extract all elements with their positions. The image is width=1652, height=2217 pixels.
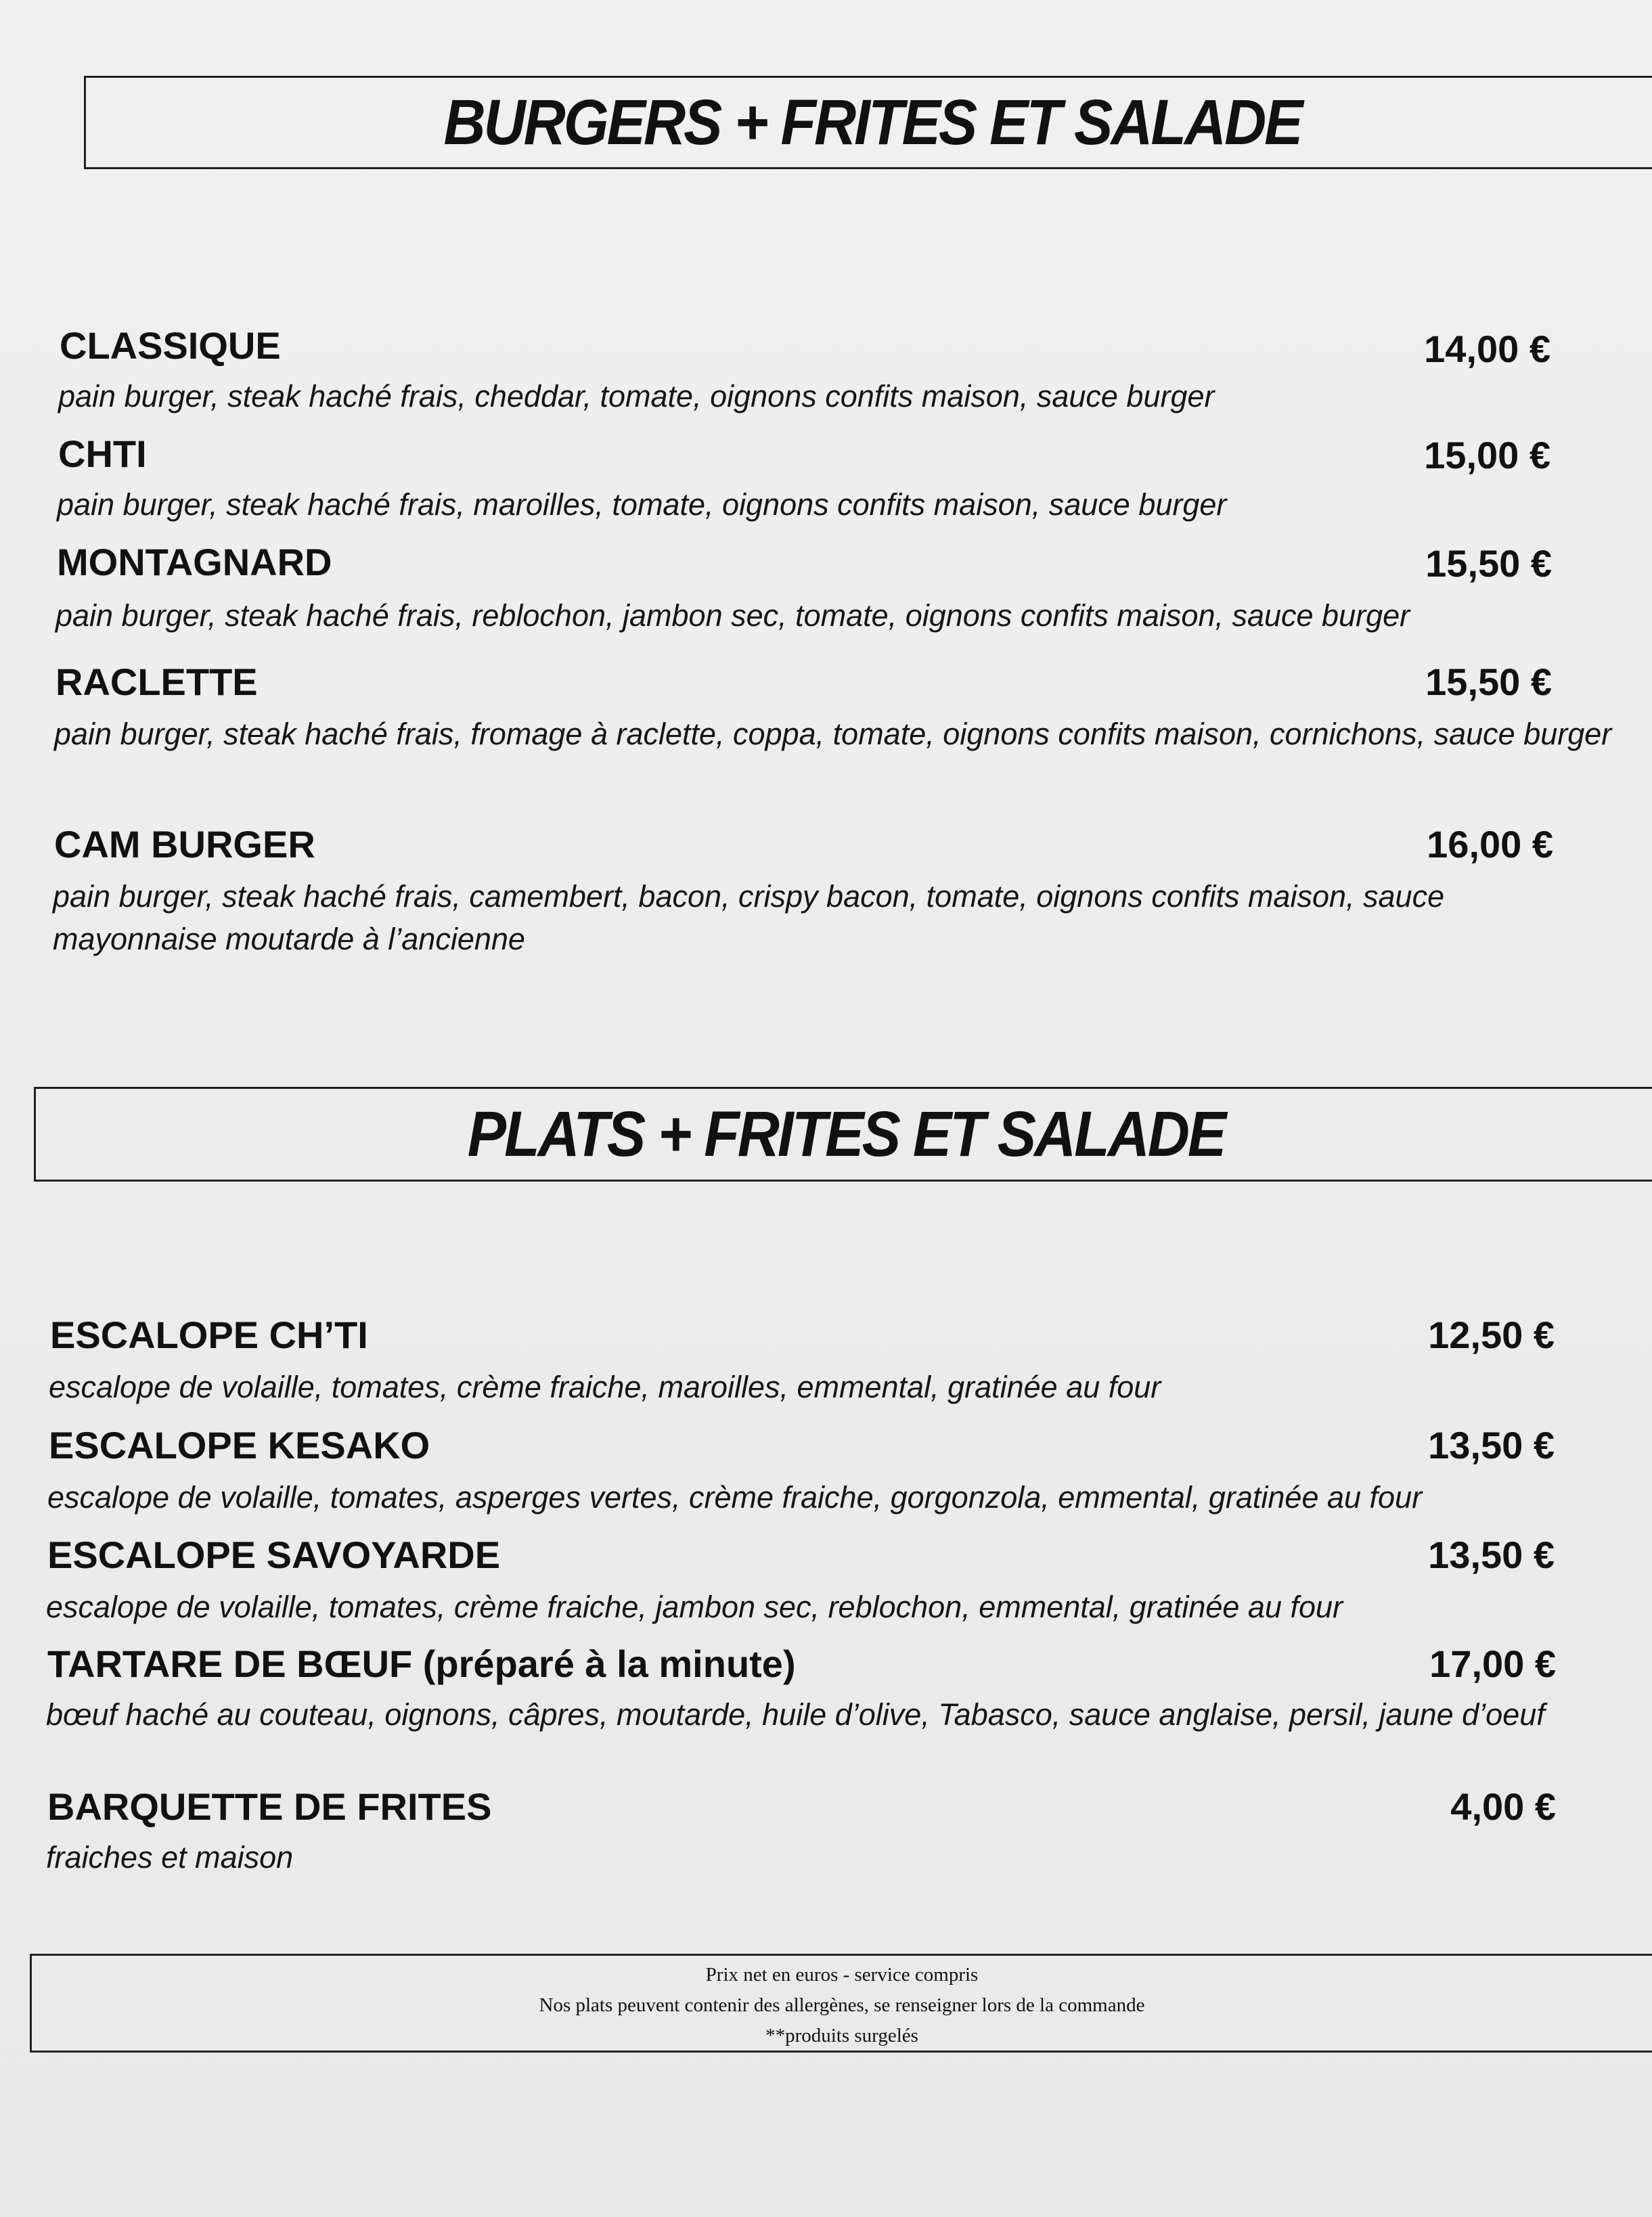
- item-price: 13,50 €: [1428, 1424, 1555, 1466]
- item-name: RACLETTE: [55, 660, 258, 703]
- item-description: fraiches et maison: [46, 1840, 294, 1875]
- item-description: escalope de volaille, tomates, asperges vertes, crème fraiche, gorgonzola, emmental, gratinée au four: [47, 1480, 1423, 1515]
- section-header-plats: [34, 1087, 1652, 1182]
- item-price: 13,50 €: [1428, 1533, 1555, 1576]
- footer-notice: [30, 1954, 1652, 2053]
- item-price: 4,00 €: [1450, 1785, 1556, 1828]
- item-name: MONTAGNARD: [57, 541, 332, 583]
- item-name: ESCALOPE KESAKO: [49, 1424, 430, 1466]
- item-price: 16,00 €: [1427, 823, 1553, 866]
- item-description: escalope de volaille, tomates, crème fraiche, maroilles, emmental, gratinée au four: [49, 1370, 1161, 1404]
- item-description: bœuf haché au couteau, oignons, câpres, moutarde, huile d’olive, Tabasco, sauce anglaise, persil, jaune d’oeuf: [46, 1697, 1545, 1732]
- item-name: CHTI: [58, 432, 147, 475]
- item-name: CLASSIQUE: [60, 324, 281, 367]
- item-name: ESCALOPE SAVOYARDE: [47, 1533, 501, 1576]
- item-description: escalope de volaille, tomates, crème fraiche, jambon sec, reblochon, emmental, gratinée au four: [46, 1590, 1343, 1624]
- section-header-burgers: [84, 76, 1652, 169]
- section-title: PLATS + FRITES ET SALADE: [467, 1098, 1225, 1170]
- item-description: pain burger, steak haché frais, maroilles, tomate, oignons confits maison, sauce burger: [57, 487, 1227, 522]
- item-description: pain burger, steak haché frais, reblochon, jambon sec, tomate, oignons confits maison, sauce burger: [55, 598, 1410, 633]
- footer-frozen-note: **produits surgelés: [765, 2025, 918, 2046]
- footer-allergen-note: Nos plats peuvent contenir des allergènes, se renseigner lors de la commande: [539, 1994, 1145, 2016]
- item-price: 12,50 €: [1428, 1314, 1555, 1356]
- item-name: TARTARE DE BŒUF (préparé à la minute): [47, 1642, 796, 1685]
- item-description: pain burger, steak haché frais, camembert, bacon, crispy bacon, tomate, oignons confits maison, sauce mayonnaise moutarde à l’ancienne: [53, 879, 1445, 956]
- item-price: 14,00 €: [1424, 328, 1550, 370]
- item-name: CAM BURGER: [54, 823, 315, 866]
- item-price: 15,50 €: [1425, 542, 1552, 585]
- item-price: 15,00 €: [1424, 434, 1550, 476]
- item-price: 15,50 €: [1425, 660, 1552, 703]
- item-name: BARQUETTE DE FRITES: [47, 1785, 492, 1828]
- item-description: pain burger, steak haché frais, cheddar, tomate, oignons confits maison, sauce burger: [58, 379, 1215, 413]
- item-price: 17,00 €: [1429, 1642, 1556, 1685]
- section-title: BURGERS + FRITES ET SALADE: [443, 86, 1301, 158]
- item-description: pain burger, steak haché frais, fromage à raclette, coppa, tomate, oignons confits maison, cornichons, sauce burger: [54, 717, 1612, 751]
- item-name: ESCALOPE CH’TI: [50, 1314, 368, 1356]
- footer-price-note: Prix net en euros - service compris: [705, 1964, 979, 1986]
